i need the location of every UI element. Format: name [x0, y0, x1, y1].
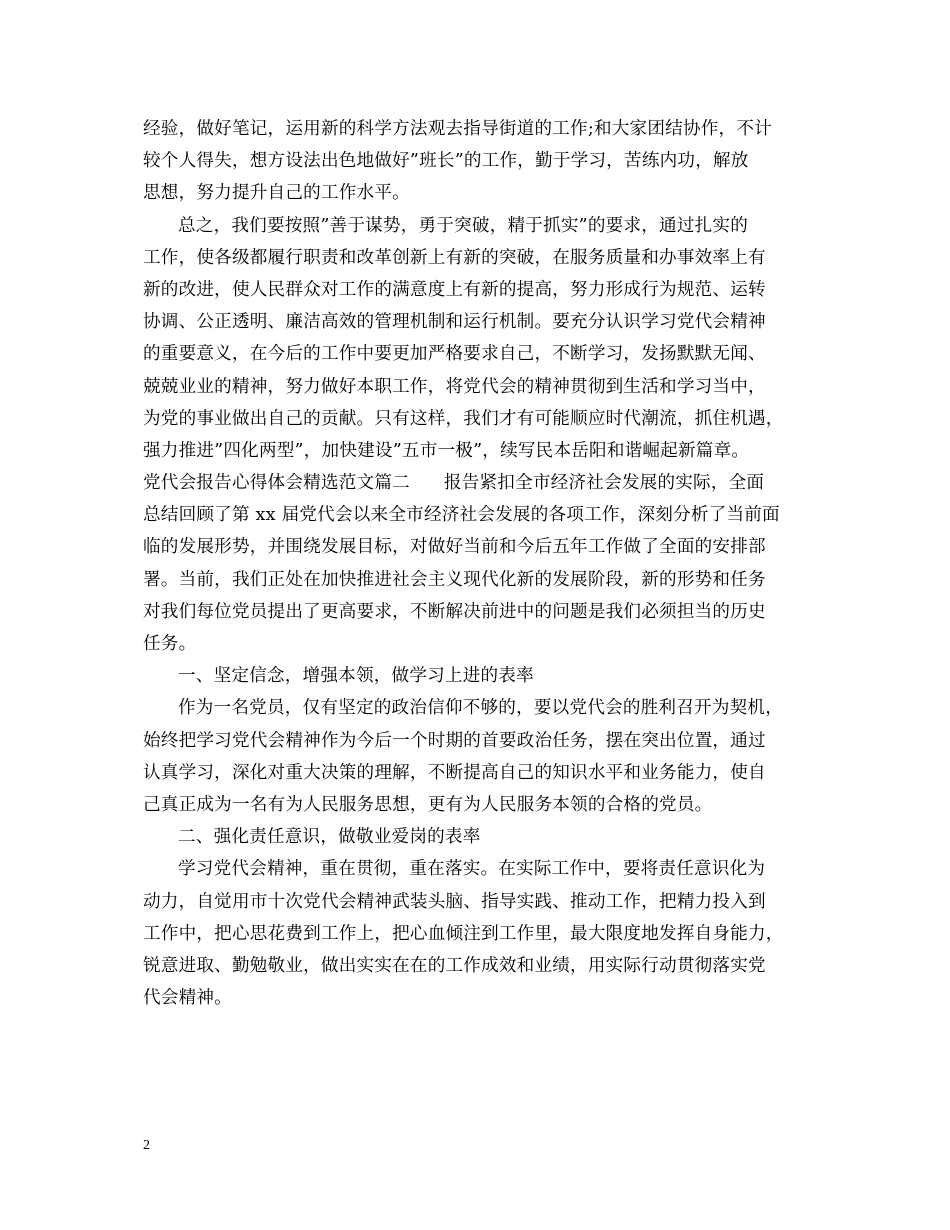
text-line: 己真正成为一名有为人民服务思想，更有为人民服务本领的合格的党员。 — [143, 794, 713, 815]
text-line: 总结回顾了第 xx 届党代会以来全市经济社会发展的各项工作，深刻分析了当前面 — [143, 505, 780, 526]
text-line: 代会精神。 — [143, 988, 232, 1009]
page-number: 2 — [143, 1138, 150, 1153]
text-line: 工作，使各级都履行职责和改革创新上有新的突破，在服务质量和办事效率上有 — [143, 247, 766, 268]
section-title-line — [143, 467, 828, 499]
text-line: 兢兢业业的精神，努力做好本职工作，将党代会的精神贯彻到生活和学习当中， — [143, 376, 766, 397]
text-line: 的重要意义，在今后的工作中要更加严格要求自己，不断学习，发扬默默无闻、 — [143, 344, 766, 365]
text-line: 认真学习，深化对重大决策的理解，不断提高自己的知识水平和业务能力，使自 — [143, 762, 766, 783]
text-line: 任务。 — [143, 634, 197, 654]
section-lead-text: 报告紧扣全市经济社会发展的实际，全面 — [443, 473, 765, 494]
text-line: 协调、公正透明、廉洁高效的管理机制和运行机制。要充分认识学习党代会精神 — [143, 312, 766, 333]
heading-line: 二、强化责任意识，做敬业爱岗的表率 — [178, 827, 481, 848]
text-line: 作为一名党员，仅有坚定的政治信仰不够的，要以党代会的胜利召开为契机， — [178, 698, 783, 719]
text-line: 学习党代会精神，重在贯彻，重在落实。在实际工作中，要将责任意识化为 — [178, 859, 766, 880]
text-line: 对我们每位党员提出了更高要求，不断解决前进中的问题是我们必须担当的历史 — [143, 601, 766, 622]
text-line: 始终把学习党代会精神作为今后一个时期的首要政治任务，摆在突出位置，通过 — [143, 730, 766, 751]
text-line: 思想，努力提升自己的工作水平。 — [143, 183, 410, 204]
text-line: 署。当前，我们正处在加快推进社会主义现代化新的发展阶段，新的形势和任务 — [143, 569, 766, 590]
text-line: 工作中，把心思花费到工作上，把心血倾注到工作里，最大限度地发挥自身能力， — [143, 923, 784, 944]
heading-line: 一、坚定信念，增强本领，做学习上进的表率 — [178, 666, 534, 687]
text-line: 新的改进，使人民群众对工作的满意度上有新的提高，努力形成行为规范、运转 — [143, 279, 766, 300]
text-line: 较个人得失，想方设法出色地做好”班长”的工作，勤于学习，苦练内功，解放 — [143, 151, 749, 172]
section-title: 党代会报告心得体会精选范文篇二 — [143, 473, 410, 494]
text-line: 总之，我们要按照”善于谋势，勇于突破，精于抓实”的要求，通过扎实的 — [178, 215, 748, 236]
text-line: 强力推进”四化两型”，加快建设”五市一极”，续写民本岳阳和谐崛起新篇章。 — [143, 440, 750, 461]
text-line: 经验，做好笔记，运用新的科学方法观去指导街道的工作;和大家团结协作，不计 — [143, 119, 772, 139]
text-line: 动力，自觉用市十次党代会精神武装头脑、指导实践、推动工作，把精力投入到 — [143, 891, 766, 912]
text-line: 为党的事业做出自己的贡献。只有这样，我们才有可能顺应时代潮流，抓住机遇， — [143, 408, 784, 429]
text-line: 临的发展形势，并围绕发展目标，对做好当前和今后五年工作做了全面的安排部 — [143, 537, 766, 558]
text-line: 锐意进取、勤勉敬业，做出实实在在的工作成效和业绩，用实际行动贯彻落实党 — [143, 955, 766, 976]
document-body — [143, 113, 828, 1014]
